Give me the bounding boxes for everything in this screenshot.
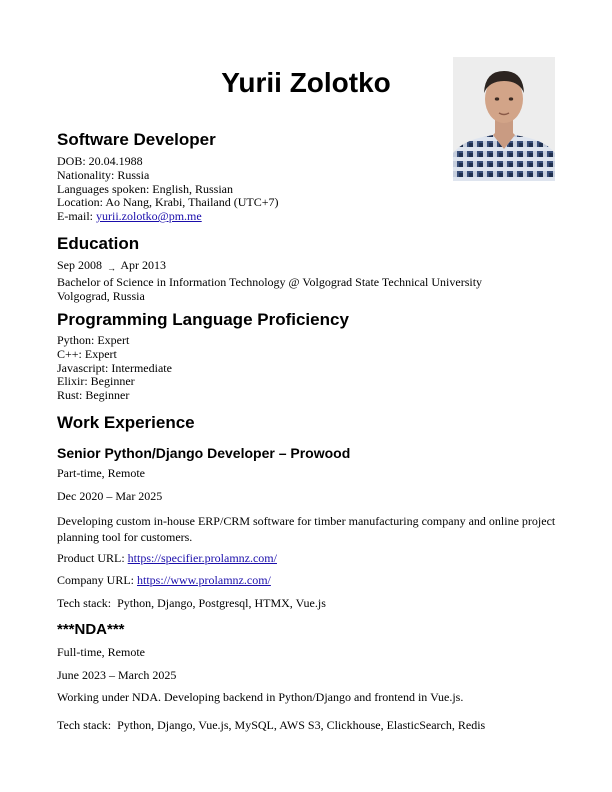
- email-link[interactable]: yurii.zolotko@pm.me: [96, 209, 202, 224]
- skill-item: Javascript: Intermediate: [57, 360, 172, 375]
- skills-list: [57, 334, 172, 403]
- dob: DOB: 20.04.1988: [57, 154, 143, 168]
- job-type: Full-time, Remote: [57, 645, 145, 659]
- skill-item: Elixir: Beginner: [57, 374, 135, 389]
- education-start: Sep 2008: [57, 258, 102, 272]
- job-type: Part-time, Remote: [57, 466, 145, 480]
- job-title-prowood: Senior Python/Django Developer – Prowood: [57, 445, 351, 461]
- product-url-line: [57, 552, 277, 566]
- company-url-link[interactable]: https://www.prolamnz.com/: [137, 573, 271, 587]
- product-url-link[interactable]: https://specifier.prolamnz.com/: [127, 551, 277, 565]
- tech-stack: Tech stack: Python, Django, Postgresql, HTMX, Vue.js: [57, 596, 326, 610]
- location: Location: Ao Nang, Krabi, Thailand (UTC+7): [57, 195, 279, 210]
- email-label: E-mail:: [57, 209, 96, 224]
- job-description: Developing custom in-house ERP/CRM software for timber manufacturing company and online project planning tool for customers.: [57, 514, 556, 544]
- education-location: Volgograd, Russia: [57, 288, 145, 303]
- education-degree: Bachelor of Science in Information Technology @ Volgograd State Technical University: [57, 274, 483, 289]
- job-title-nda: ***NDA***: [57, 621, 125, 638]
- languages-spoken: Languages spoken: English, Russian: [57, 181, 233, 196]
- education-dates: [57, 259, 482, 276]
- skill-item: Rust: Beginner: [57, 388, 130, 403]
- product-url-label: Product URL:: [57, 551, 128, 565]
- job-dates: June 2023 – March 2025: [57, 668, 177, 682]
- personal-details: [57, 155, 279, 224]
- candidate-name: Yurii Zolotko: [221, 67, 391, 98]
- company-url-label: Company URL:: [57, 573, 137, 587]
- profile-photo: [453, 57, 555, 181]
- company-url-line: [57, 574, 271, 588]
- tech-stack: Tech stack: Python, Django, Vue.js, MySQL, AWS S3, Clickhouse, ElasticSearch, Redis: [57, 718, 486, 732]
- education-entry: [57, 259, 482, 303]
- skills-heading: Programming Language Proficiency: [57, 310, 349, 329]
- education-end: Apr 2013: [120, 258, 167, 272]
- skill-item: Python: Expert: [57, 333, 130, 347]
- skill-item: C++: Expert: [57, 346, 117, 361]
- education-heading: Education: [57, 234, 140, 253]
- work-heading: Work Experience: [57, 413, 195, 432]
- job-title: Software Developer: [57, 130, 216, 149]
- job-description: Working under NDA. Developing backend in Python/Django and frontend in Vue.js.: [57, 690, 464, 704]
- email-line: [57, 210, 279, 224]
- arrow-right-icon: →: [107, 263, 116, 273]
- nationality: Nationality: Russia: [57, 167, 150, 182]
- job-dates: Dec 2020 – Mar 2025: [57, 489, 163, 503]
